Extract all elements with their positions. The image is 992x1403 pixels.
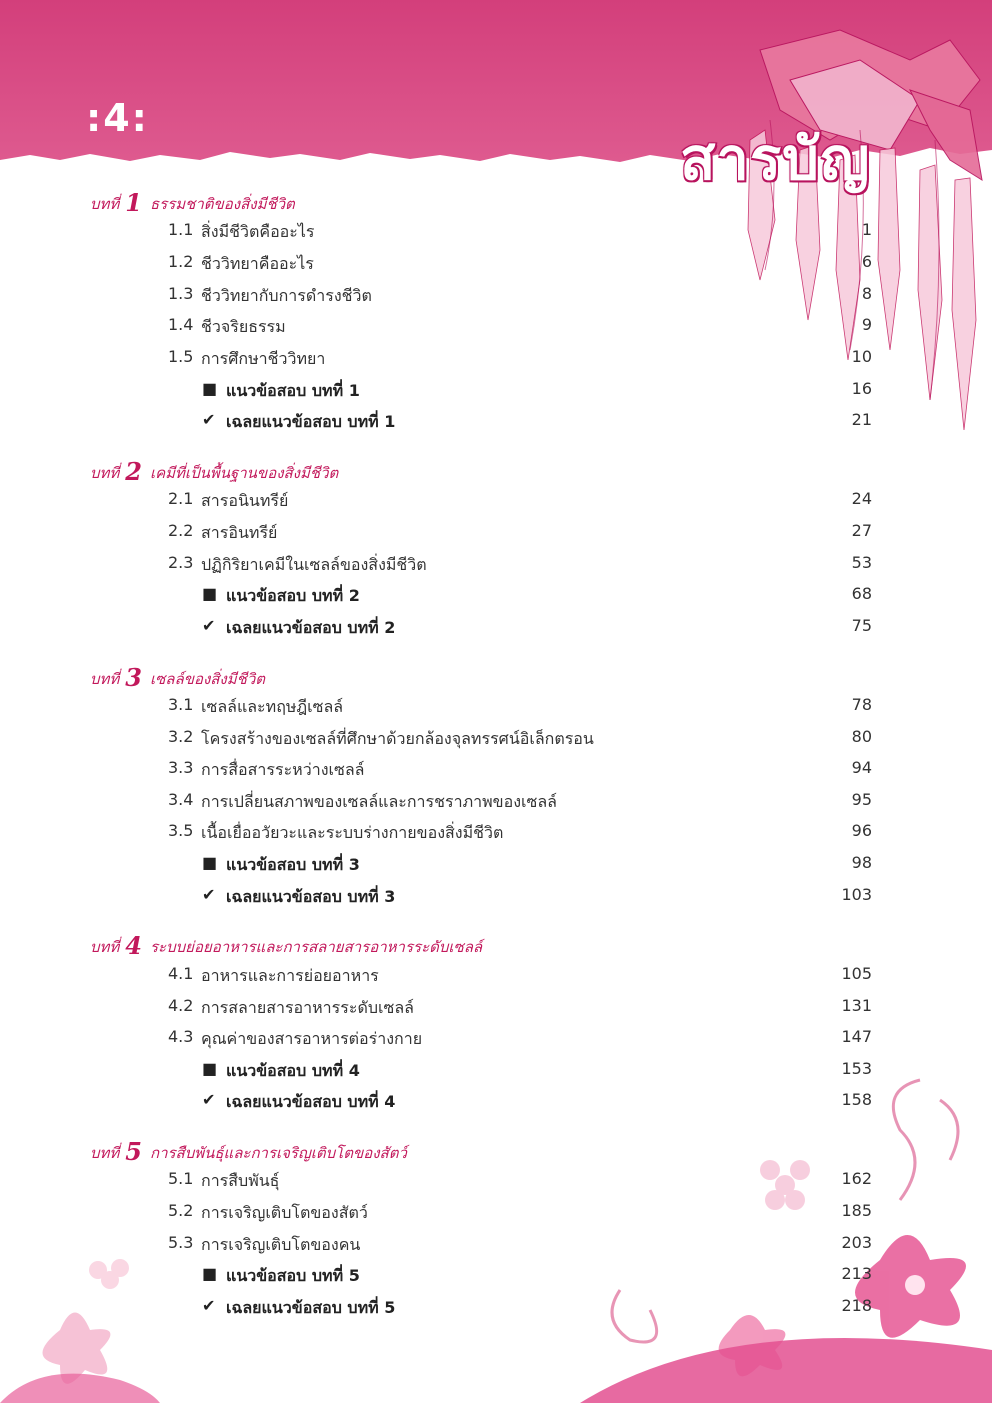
exercise-title: แนวข้อสอบ บทที่ 1 xyxy=(226,381,360,400)
chapter-number: 5 xyxy=(125,1137,142,1166)
toc-entry xyxy=(0,821,992,845)
square-bullet-icon: ■ xyxy=(202,1264,218,1283)
chapter-label: บทที่ xyxy=(90,938,120,956)
answer-title: เฉลยแนวข้อสอบ บทที่ 1 xyxy=(226,412,396,431)
answer-entry xyxy=(0,1090,992,1114)
page-ref: 162 xyxy=(841,1169,872,1188)
page-ref: 53 xyxy=(851,553,872,572)
section-number: 1.1 xyxy=(168,220,194,239)
section-number: 2.1 xyxy=(168,489,194,508)
page-ref: 94 xyxy=(851,758,872,777)
answer-entry xyxy=(0,885,992,909)
section-title: ชีววิทยาคืออะไร xyxy=(201,254,314,273)
toc-entry xyxy=(0,1201,992,1225)
section-title: ปฏิกิริยาเคมีในเซลล์ของสิ่งมีชีวิต xyxy=(201,555,427,574)
section-number: 1.3 xyxy=(168,284,194,303)
page-ref: 10 xyxy=(851,347,872,366)
section-title: เซลล์และทฤษฎีเซลล์ xyxy=(201,697,344,716)
checkmark-icon: ✔ xyxy=(202,616,216,635)
page-ref: 203 xyxy=(841,1233,872,1252)
section-title: เนื้อเยื่ออวัยวะและระบบร่างกายของสิ่งมีชีวิต xyxy=(201,823,504,842)
page-ref: 131 xyxy=(841,996,872,1015)
page-ref: 147 xyxy=(841,1027,872,1046)
toc-entry xyxy=(0,1027,992,1051)
chapter-title: เคมีที่เป็นพื้นฐานของสิ่งมีชีวิต xyxy=(150,464,339,482)
section-number: 1.4 xyxy=(168,315,194,334)
exercise-entry xyxy=(0,853,992,877)
page-ref: 103 xyxy=(841,885,872,904)
exercise-title: แนวข้อสอบ บทที่ 5 xyxy=(226,1266,360,1285)
checkmark-icon: ✔ xyxy=(202,410,216,429)
page-ref: 6 xyxy=(861,252,872,271)
exercise-entry xyxy=(0,1264,992,1288)
section-title: การสืบพันธุ์ xyxy=(201,1171,280,1190)
answer-title: เฉลยแนวข้อสอบ บทที่ 3 xyxy=(226,887,396,906)
page-ref: 158 xyxy=(841,1090,872,1109)
toc-entry xyxy=(0,315,992,339)
section-number: 1.5 xyxy=(168,347,194,366)
section-number: 4.3 xyxy=(168,1027,194,1046)
toc-entry xyxy=(0,489,992,513)
section-number: 2.2 xyxy=(168,521,194,540)
toc-entry xyxy=(0,790,992,814)
answer-title: เฉลยแนวข้อสอบ บทที่ 5 xyxy=(226,1298,396,1317)
page-ref: 21 xyxy=(851,410,872,429)
toc-entry xyxy=(0,347,992,371)
toc-entry xyxy=(0,284,992,308)
section-title: การสลายสารอาหารระดับเซลล์ xyxy=(201,998,414,1017)
section-title: ชีววิทยากับการดำรงชีวิต xyxy=(201,286,372,305)
chapter-heading xyxy=(90,186,295,217)
square-bullet-icon: ■ xyxy=(202,1059,218,1078)
section-title: สิ่งมีชีวิตคืออะไร xyxy=(201,222,315,241)
section-number: 3.2 xyxy=(168,727,194,746)
square-bullet-icon: ■ xyxy=(202,853,218,872)
chapter-label: บทที่ xyxy=(90,1144,120,1162)
section-title: อาหารและการย่อยอาหาร xyxy=(201,966,379,985)
page-ref: 105 xyxy=(841,964,872,983)
square-bullet-icon: ■ xyxy=(202,379,218,398)
page-ref: 75 xyxy=(851,616,872,635)
answer-title: เฉลยแนวข้อสอบ บทที่ 2 xyxy=(226,618,396,637)
section-number: 5.3 xyxy=(168,1233,194,1252)
page-ref: 185 xyxy=(841,1201,872,1220)
page-ref: 16 xyxy=(851,379,872,398)
answer-title: เฉลยแนวข้อสอบ บทที่ 4 xyxy=(226,1092,396,1111)
chapter-label: บทที่ xyxy=(90,464,120,482)
chapter-label: บทที่ xyxy=(90,195,120,213)
answer-entry xyxy=(0,616,992,640)
section-title: ชีวจริยธรรม xyxy=(201,317,286,336)
section-number: 5.1 xyxy=(168,1169,194,1188)
answer-entry xyxy=(0,1296,992,1320)
page-ref: 24 xyxy=(851,489,872,508)
section-title: การสื่อสารระหว่างเซลล์ xyxy=(201,760,365,779)
page-title: สารบัญ xyxy=(680,125,871,193)
toc-entry xyxy=(0,553,992,577)
chapter-heading xyxy=(90,929,483,960)
page-ref: 153 xyxy=(841,1059,872,1078)
page-ref: 218 xyxy=(841,1296,872,1315)
chapter-heading xyxy=(90,661,265,692)
chapter-number: 4 xyxy=(125,931,142,960)
exercise-entry xyxy=(0,1059,992,1083)
section-number: 4.2 xyxy=(168,996,194,1015)
page-ref: 78 xyxy=(851,695,872,714)
exercise-title: แนวข้อสอบ บทที่ 3 xyxy=(226,855,360,874)
chapter-heading xyxy=(90,1135,407,1166)
toc-entry xyxy=(0,727,992,751)
exercise-title: แนวข้อสอบ บทที่ 2 xyxy=(226,586,360,605)
exercise-entry xyxy=(0,584,992,608)
section-title: สารอนินทรีย์ xyxy=(201,491,289,510)
toc-entry xyxy=(0,220,992,244)
section-title: คุณค่าของสารอาหารต่อร่างกาย xyxy=(201,1029,423,1048)
page-ref: 96 xyxy=(851,821,872,840)
chapter-label: บทที่ xyxy=(90,670,120,688)
chapter-title: ธรรมชาติของสิ่งมีชีวิต xyxy=(150,195,295,213)
page-ref: 9 xyxy=(861,315,872,334)
page-ref: 80 xyxy=(851,727,872,746)
chapter-title: การสืบพันธุ์และการเจริญเติบโตของสัตว์ xyxy=(150,1144,407,1162)
toc-entry xyxy=(0,964,992,988)
page-ref: 98 xyxy=(851,853,872,872)
section-title: การศึกษาชีววิทยา xyxy=(201,349,326,368)
answer-entry xyxy=(0,410,992,434)
chapter-number: 3 xyxy=(125,663,142,692)
exercise-entry xyxy=(0,379,992,403)
exercise-title: แนวข้อสอบ บทที่ 4 xyxy=(226,1061,360,1080)
section-number: 3.3 xyxy=(168,758,194,777)
chapter-title: เซลล์ของสิ่งมีชีวิต xyxy=(150,670,265,688)
chapter-title: ระบบย่อยอาหารและการสลายสารอาหารระดับเซลล์ xyxy=(150,938,483,956)
page-ref: 68 xyxy=(851,584,872,603)
section-number: 2.3 xyxy=(168,553,194,572)
chapter-number: 2 xyxy=(125,457,142,486)
toc-entry xyxy=(0,1169,992,1193)
section-number: 3.1 xyxy=(168,695,194,714)
page-ref: 1 xyxy=(861,220,872,239)
toc-entry xyxy=(0,695,992,719)
toc-entry xyxy=(0,1233,992,1257)
square-bullet-icon: ■ xyxy=(202,584,218,603)
toc-entry xyxy=(0,758,992,782)
page-ref: 8 xyxy=(861,284,872,303)
section-number: 5.2 xyxy=(168,1201,194,1220)
toc-entry xyxy=(0,996,992,1020)
page-ref: 213 xyxy=(841,1264,872,1283)
section-number: 3.5 xyxy=(168,821,194,840)
checkmark-icon: ✔ xyxy=(202,1296,216,1315)
checkmark-icon: ✔ xyxy=(202,1090,216,1109)
section-title: การเปลี่ยนสภาพของเซลล์และการชราภาพของเซลล์ xyxy=(201,792,557,811)
page-ref: 95 xyxy=(851,790,872,809)
page-ref: 27 xyxy=(851,521,872,540)
chapter-number: 1 xyxy=(125,188,142,217)
section-title: การเจริญเติบโตของคน xyxy=(201,1235,361,1254)
checkmark-icon: ✔ xyxy=(202,885,216,904)
chapter-heading xyxy=(90,455,339,486)
section-number: 3.4 xyxy=(168,790,194,809)
toc-entry xyxy=(0,521,992,545)
section-number: 4.1 xyxy=(168,964,194,983)
section-number: 1.2 xyxy=(168,252,194,271)
section-title: การเจริญเติบโตของสัตว์ xyxy=(201,1203,368,1222)
page-number: :4: xyxy=(86,96,149,140)
section-title: สารอินทรีย์ xyxy=(201,523,278,542)
toc-entry xyxy=(0,252,992,276)
section-title: โครงสร้างของเซลล์ที่ศึกษาด้วยกล้องจุลทรรศน์อิเล็กตรอน xyxy=(201,729,594,748)
